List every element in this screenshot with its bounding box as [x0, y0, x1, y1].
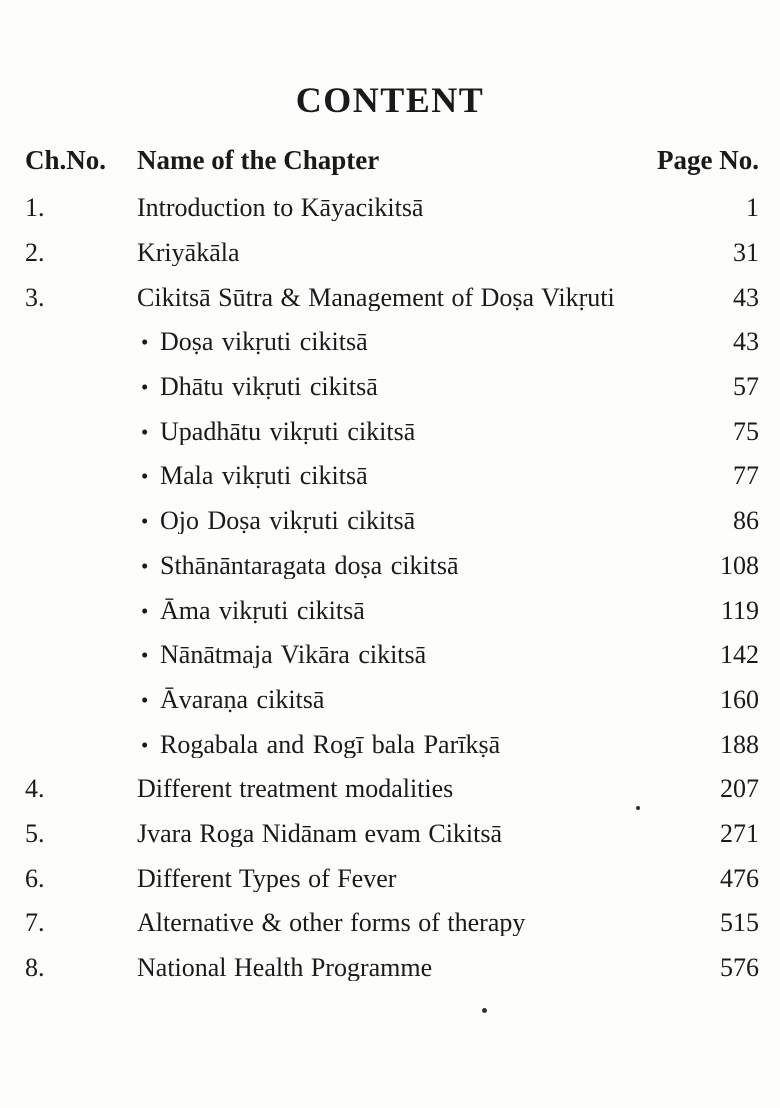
chapter-name: Dhātu vikṛuti cikitsā: [160, 374, 378, 401]
chapter-name-cell: [137, 553, 689, 579]
chapter-name-cell: [137, 329, 689, 355]
page-number: 476: [720, 863, 759, 893]
toc-header-row: [25, 145, 759, 175]
chapter-name: Different Types of Fever: [137, 865, 397, 892]
chapter-name: Cikitsā Sūtra & Management of Doṣa Vikṛuti: [137, 284, 615, 311]
toc-row: [25, 454, 759, 499]
chapter-name: Introduction to Kāyacikitsā: [137, 195, 424, 222]
toc-row: [25, 678, 759, 723]
chapter-name-cell: [137, 285, 689, 311]
toc-row: [25, 499, 759, 544]
chapter-name: Jvara Roga Nidānam evam Cikitsā: [137, 820, 503, 847]
chapter-name-cell: [137, 508, 689, 534]
toc-row: [25, 856, 759, 901]
bullet-icon: •: [141, 732, 149, 757]
toc-row: [25, 186, 759, 231]
chapter-name: Alternative & other forms of therapy: [137, 910, 526, 937]
chapter-name-cell: [137, 642, 689, 668]
chapter-name-cell: [137, 866, 689, 892]
page-number: 31: [733, 238, 759, 268]
page-number: 271: [720, 818, 759, 848]
chapter-number: 1.: [25, 193, 45, 223]
page-number: 119: [720, 595, 759, 625]
chapter-name: National Health Programme: [137, 955, 433, 982]
bullet-icon: •: [141, 687, 149, 712]
bullet-icon: •: [141, 375, 149, 400]
toc-row: [25, 365, 759, 410]
page-number: 57: [733, 372, 759, 402]
chapter-name: Doṣa vikṛuti cikitsā: [160, 329, 368, 356]
chapter-name-cell: [137, 598, 689, 624]
bullet-icon: •: [141, 643, 149, 668]
chapter-number: 7.: [25, 908, 45, 938]
chapter-name: Āvaraṇa cikitsā: [160, 686, 325, 713]
page-number: 75: [733, 416, 759, 446]
toc-row: [25, 275, 759, 320]
toc-list: [25, 186, 759, 990]
chapter-name: Āma vikṛuti cikitsā: [160, 597, 365, 624]
chapter-name-cell: [137, 955, 689, 981]
page-number: 188: [720, 729, 759, 759]
page-number: 160: [720, 684, 759, 714]
chapter-number: 8.: [25, 953, 45, 983]
bullet-icon: •: [141, 509, 149, 534]
bullet-icon: •: [141, 553, 149, 578]
chapter-name: Rogabala and Rogī bala Parīkṣā: [160, 731, 501, 758]
toc-row: [25, 767, 759, 812]
chapter-name: Kriyākāla: [137, 240, 240, 267]
page-number: 77: [733, 461, 759, 491]
chapter-name-cell: [137, 687, 689, 713]
chapter-name-cell: [137, 419, 689, 445]
chapter-name-cell: [137, 821, 689, 847]
chapter-name: Nānātmaja Vikāra cikitsā: [160, 642, 427, 669]
chapter-name: Different treatment modalities: [137, 776, 454, 803]
page-number: 576: [720, 953, 759, 983]
toc-row: [25, 544, 759, 589]
page-number: 207: [720, 774, 759, 804]
page-number: 142: [720, 640, 759, 670]
toc-row: [25, 946, 759, 991]
chapter-name: Ojo Doṣa vikṛuti cikitsā: [160, 508, 416, 535]
chapter-name: Upadhātu vikṛuti cikitsā: [160, 418, 416, 445]
page-number: 1: [746, 193, 759, 223]
page-number: 43: [733, 327, 759, 357]
toc-row: [25, 409, 759, 454]
chapter-name-cell: [137, 732, 689, 758]
chapter-name-cell: [137, 195, 689, 221]
chapter-name: Sthānāntaragata doṣa cikitsā: [160, 552, 459, 579]
page-number: 108: [720, 550, 759, 580]
toc-row: [25, 588, 759, 633]
chapter-name-cell: [137, 374, 689, 400]
chapter-name-cell: [137, 463, 689, 489]
toc-row: [25, 320, 759, 365]
scan-speck: [482, 1008, 487, 1013]
bullet-icon: •: [141, 464, 149, 489]
header-chapter-name: Name of the Chapter: [137, 145, 380, 175]
bullet-icon: •: [141, 598, 149, 623]
header-chapter-number: Ch.No.: [25, 145, 107, 175]
bullet-icon: •: [141, 419, 149, 444]
page-title: CONTENT: [295, 80, 485, 120]
toc-row: [25, 722, 759, 767]
chapter-number: 4.: [25, 774, 45, 804]
page-number: 515: [720, 908, 759, 938]
chapter-number: 2.: [25, 238, 45, 268]
toc-row: [25, 812, 759, 857]
chapter-number: 3.: [25, 282, 45, 312]
chapter-name-cell: [137, 776, 689, 802]
chapter-name: Mala vikṛuti cikitsā: [160, 463, 368, 490]
toc-row: [25, 901, 759, 946]
chapter-name-cell: [137, 240, 689, 266]
chapter-name-cell: [137, 910, 689, 936]
toc-row: [25, 231, 759, 276]
chapter-number: 6.: [25, 863, 45, 893]
toc-row: [25, 633, 759, 678]
chapter-number: 5.: [25, 818, 45, 848]
bullet-icon: •: [141, 330, 149, 355]
page-number: 86: [733, 506, 759, 536]
header-page-number: Page No.: [657, 145, 759, 175]
page-number: 43: [733, 282, 759, 312]
scan-speck: [636, 806, 640, 810]
